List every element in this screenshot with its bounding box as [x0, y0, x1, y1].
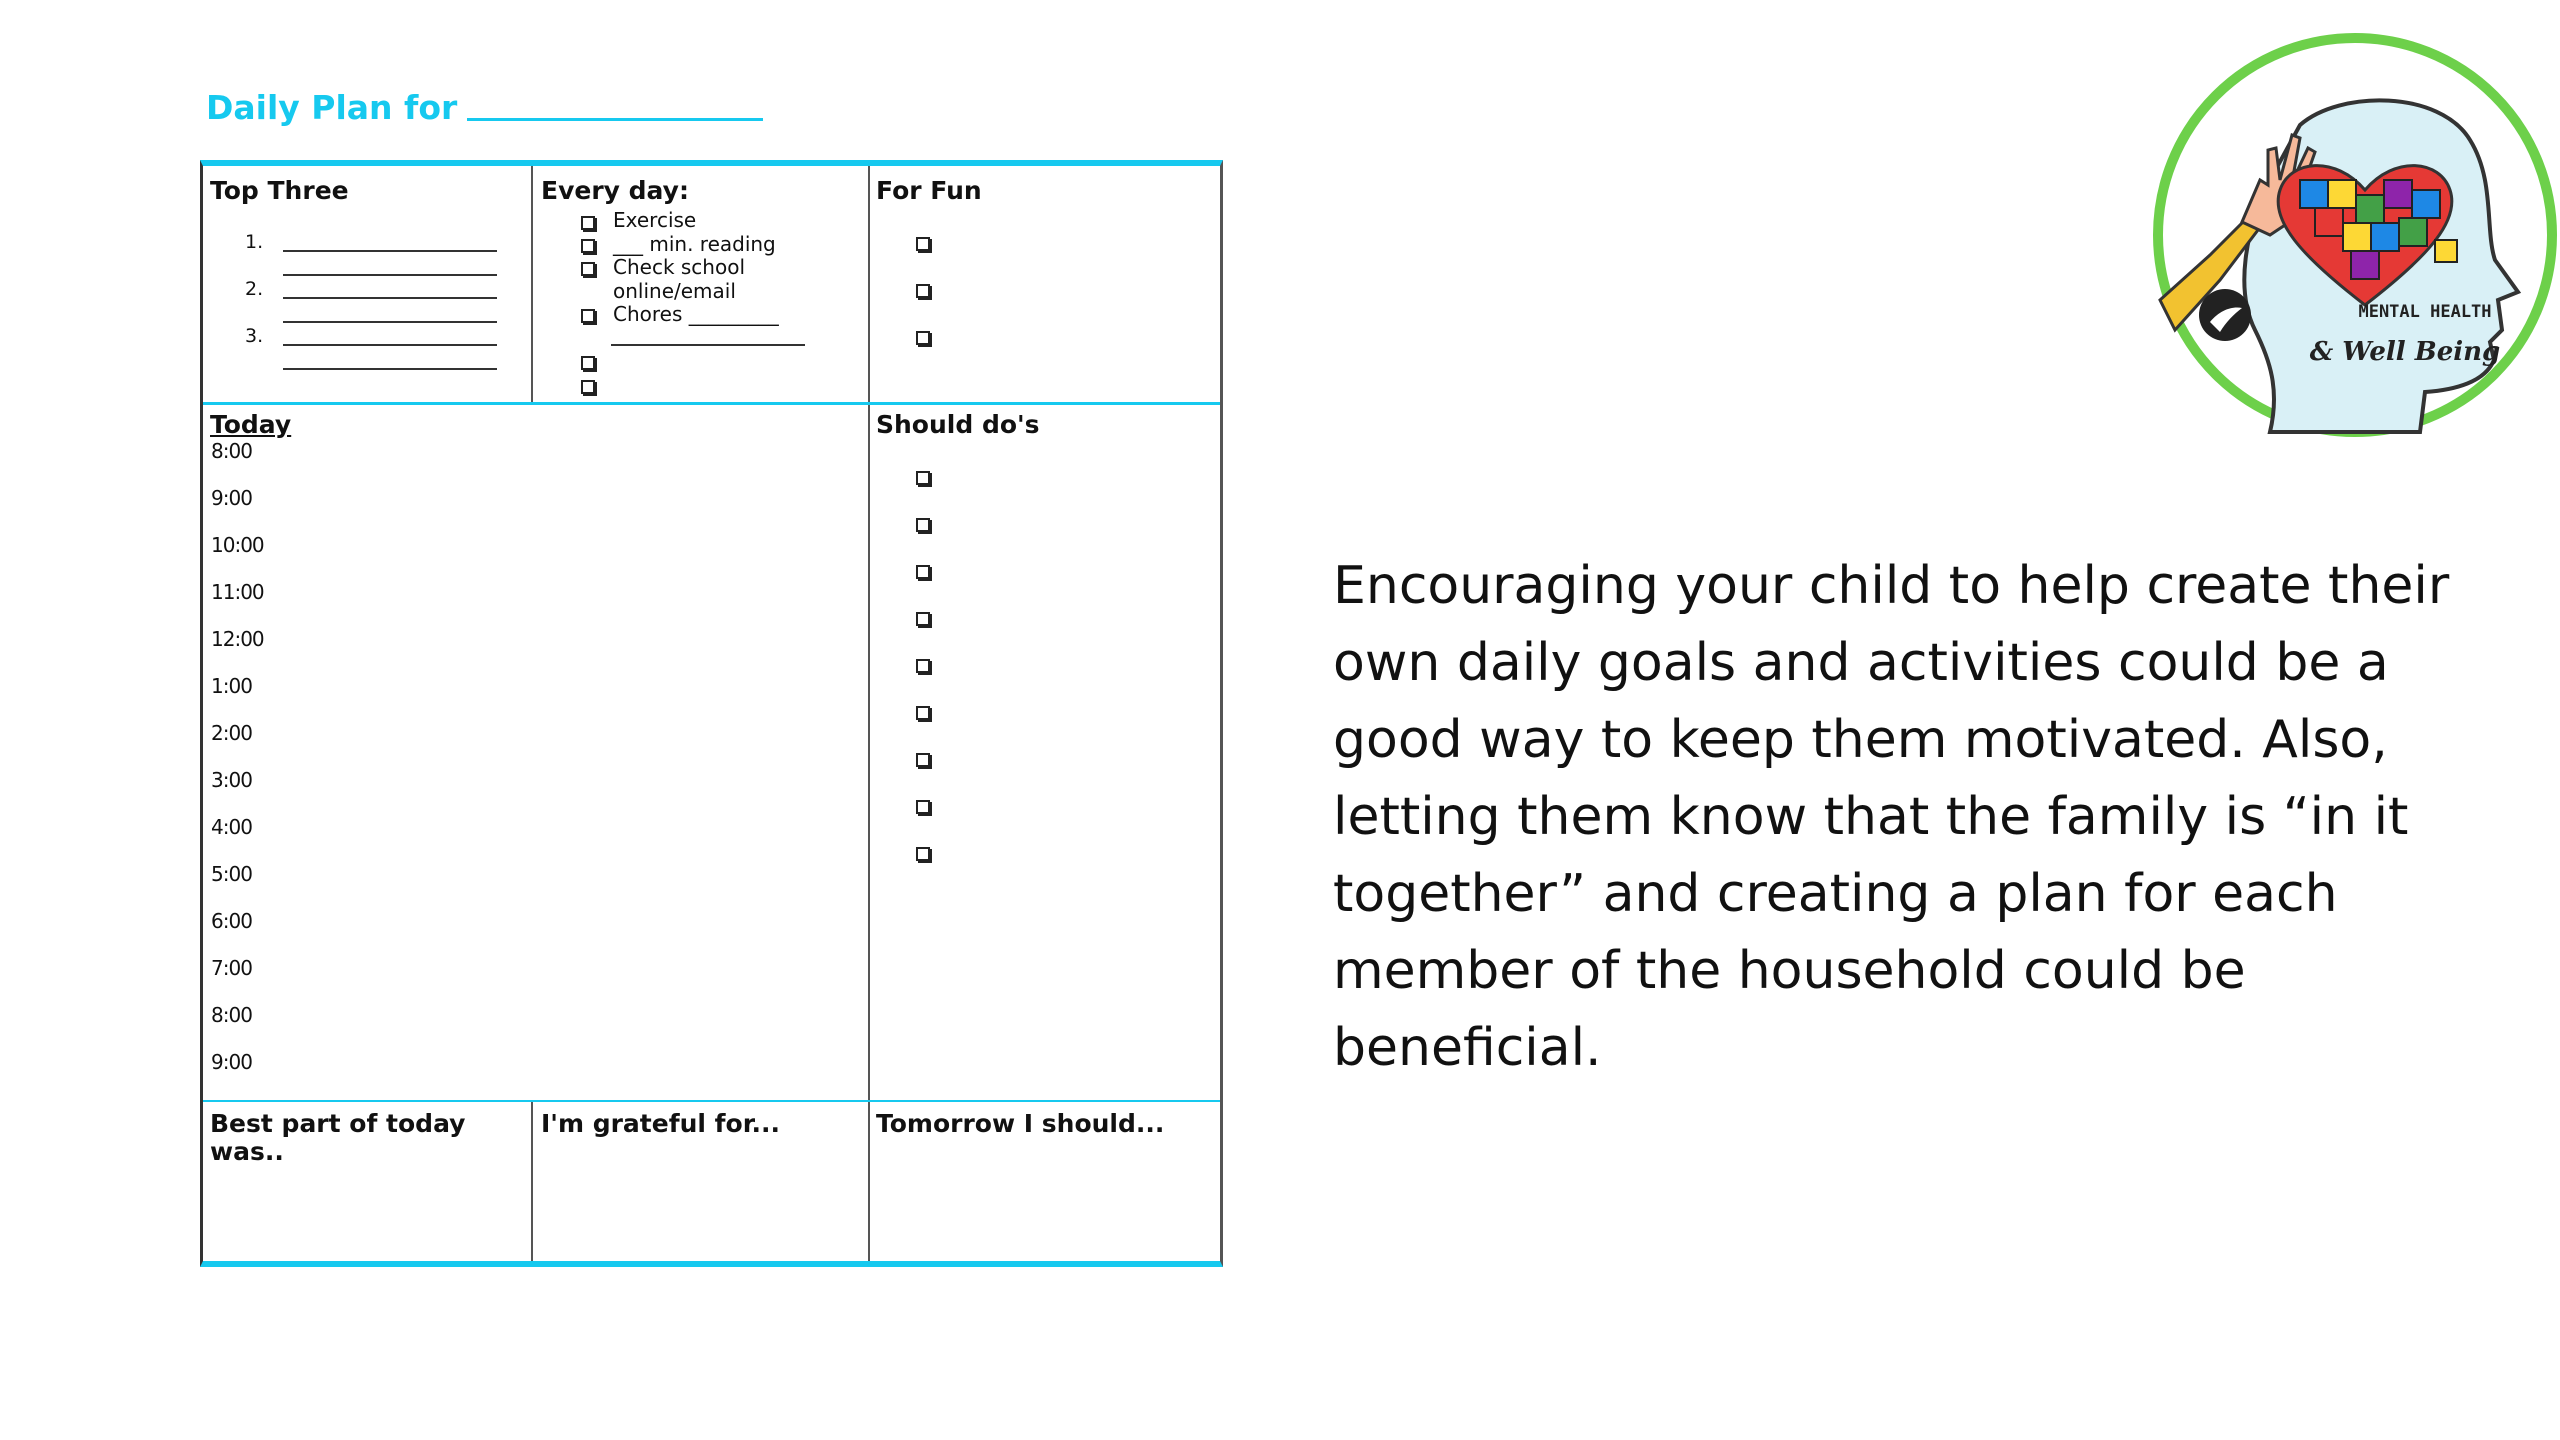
checkbox-icon[interactable] [916, 331, 930, 345]
checkbox-icon[interactable] [916, 471, 930, 485]
checkbox-icon[interactable] [581, 262, 595, 276]
time-slot: 1:00 [211, 674, 252, 698]
best-part-line2: was.. [210, 1137, 284, 1166]
time-slot: 8:00 [211, 1003, 252, 1027]
top-three-number: 3. [245, 325, 264, 347]
checkbox-icon[interactable] [916, 284, 930, 298]
checkbox-icon[interactable] [916, 237, 930, 251]
top-three-number: 2. [245, 278, 264, 300]
checkbox-icon[interactable] [916, 800, 930, 814]
every-day-item: ___ min. reading [613, 232, 776, 256]
time-slot: 7:00 [211, 956, 252, 980]
best-part-line1: Best part of today [210, 1109, 466, 1138]
logo-text-line1: MENTAL HEALTH [2358, 302, 2492, 322]
time-slot: 12:00 [211, 627, 264, 651]
divider-h1 [203, 402, 1220, 405]
write-line [283, 368, 497, 370]
checkbox-icon[interactable] [916, 612, 930, 626]
time-slot: 6:00 [211, 909, 252, 933]
write-line [283, 344, 497, 346]
divider-v1-bottom [531, 1102, 533, 1261]
divider-v2 [868, 166, 870, 1261]
checkbox-icon[interactable] [581, 239, 595, 253]
divider-h2 [203, 1100, 1220, 1102]
time-slot: 10:00 [211, 533, 264, 557]
time-slot: 5:00 [211, 862, 252, 886]
divider-v1-top [531, 166, 533, 403]
time-slot: 8:00 [211, 439, 252, 463]
every-day-heading: Every day: [541, 176, 689, 205]
time-slot: 9:00 [211, 486, 252, 510]
write-line [283, 274, 497, 276]
caption-text: Encouraging your child to help create their own daily goals and activities could be a good way to keep them motivated. Also, letting them know that the family is “in it together” and creating a plan for each member of the household could be beneficial. [1333, 556, 2450, 1078]
checkbox-icon[interactable] [581, 380, 595, 394]
name-blank-line [467, 118, 763, 121]
time-slot: 9:00 [211, 1050, 252, 1074]
every-day-item: Chores _________ [613, 302, 779, 326]
checkbox-icon[interactable] [581, 356, 595, 370]
checkbox-icon[interactable] [916, 847, 930, 861]
top-three-number: 1. [245, 231, 264, 253]
best-part-heading [210, 1110, 465, 1166]
write-line [283, 250, 497, 252]
tomorrow-heading: Tomorrow I should... [876, 1109, 1165, 1138]
for-fun-heading: For Fun [876, 176, 982, 205]
planner-title [206, 88, 763, 127]
time-slot: 3:00 [211, 768, 252, 792]
every-day-item: Exercise [613, 208, 697, 232]
should-dos-heading: Should do's [876, 410, 1040, 439]
logo-text-line2: & Well Being [2309, 337, 2501, 367]
every-day-item: online/email [613, 279, 736, 303]
checkbox-icon[interactable] [916, 753, 930, 767]
checkbox-icon[interactable] [916, 659, 930, 673]
write-line [611, 344, 805, 346]
checkbox-icon[interactable] [916, 518, 930, 532]
checkbox-icon[interactable] [916, 565, 930, 579]
daily-planner [200, 160, 1223, 1267]
top-three-heading: Top Three [210, 176, 349, 205]
checkbox-icon[interactable] [916, 706, 930, 720]
mental-health-logo [2150, 30, 2560, 440]
time-slot: 11:00 [211, 580, 264, 604]
time-slot: 2:00 [211, 721, 252, 745]
grateful-heading: I'm grateful for... [541, 1109, 780, 1138]
checkbox-icon[interactable] [581, 309, 595, 323]
today-heading: Today [210, 410, 292, 439]
every-day-item: Check school [613, 255, 746, 279]
time-slot: 4:00 [211, 815, 252, 839]
planner-title-text: Daily Plan for [206, 88, 458, 127]
write-line [283, 297, 497, 299]
write-line [283, 321, 497, 323]
checkbox-icon[interactable] [581, 216, 595, 230]
